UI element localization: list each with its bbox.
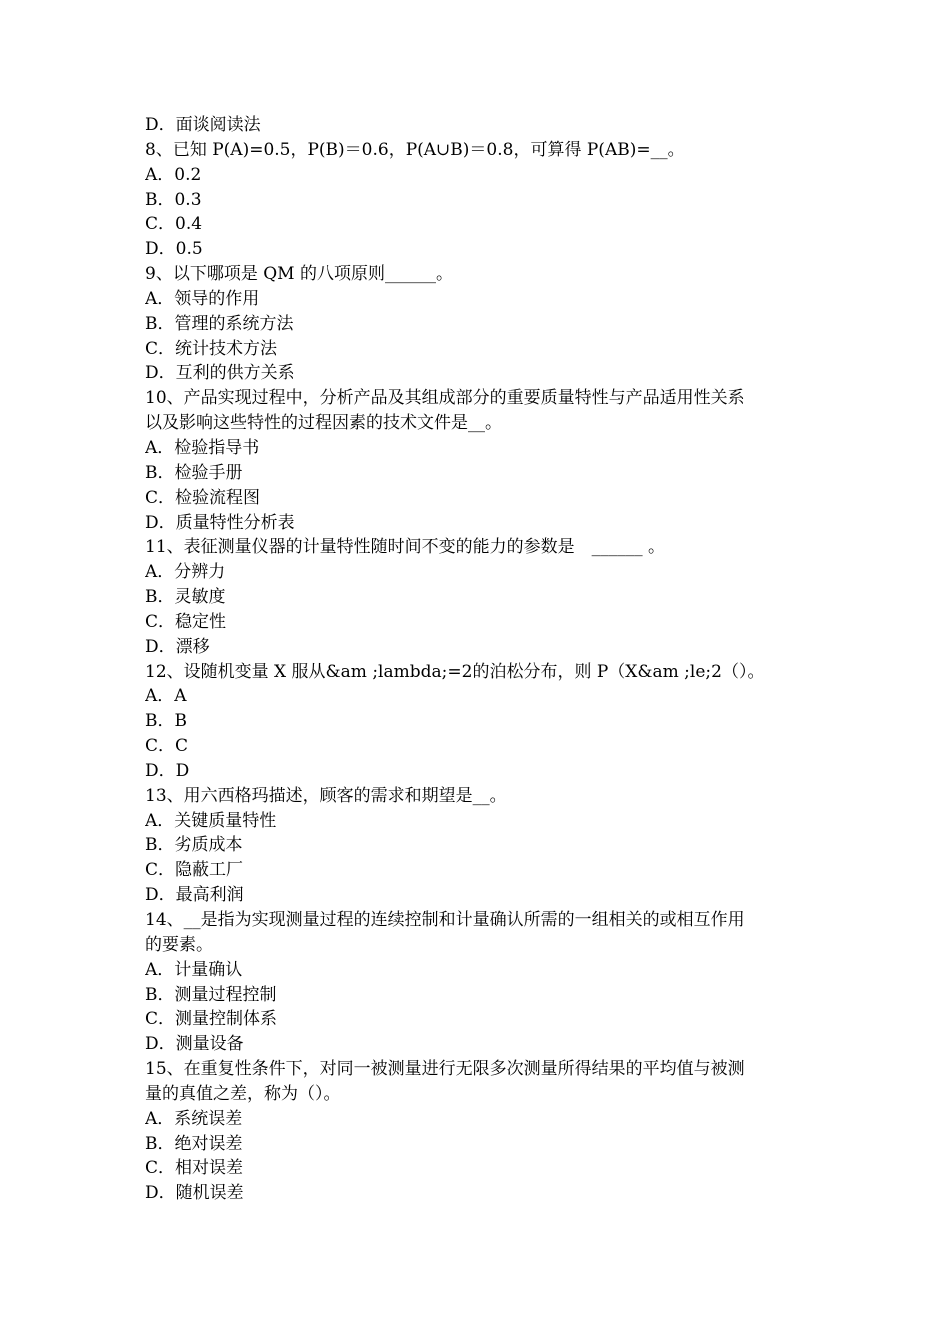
text-line: D．D (145, 760, 190, 781)
text-line: 的要素。 (145, 934, 213, 955)
text-line: 9、以下哪项是 QM 的八项原则______。 (145, 264, 453, 285)
text-line: B．管理的系统方法 (145, 313, 294, 334)
text-line: 10、产品实现过程中，分析产品及其组成部分的重要质量特性与产品适用性关系 (145, 388, 745, 409)
text-line: C．相对误差 (145, 1158, 244, 1179)
text-line: D．面谈阅读法 (145, 115, 261, 135)
text-line: 8、已知 P(A)=0.5，P(B)＝0.6，P(A∪B)＝0.8，可算得 P(AB)=__。 (145, 139, 685, 160)
text-line: D．漂移 (145, 636, 210, 657)
text-line: D．互利的供方关系 (145, 363, 295, 384)
text-line: C．检验流程图 (145, 487, 261, 508)
text-line: A．A (145, 686, 187, 707)
text-line: 14、__是指为实现测量过程的连续控制和计量确认所需的一组相关的或相互作用 (145, 910, 745, 930)
text-line: 量的真值之差，称为（）。 (145, 1083, 341, 1104)
text-line: D．随机误差 (145, 1183, 244, 1204)
text-line: 15、在重复性条件下，对同一被测量进行无限多次测量所得结果的平均值与被测 (145, 1059, 745, 1080)
text-line: 12、设随机变量 X 服从&am ;lambda;=2的泊松分布，则 P（X&am ;le;2（）。 (145, 661, 765, 682)
text-line: 11、表征测量仪器的计量特性随时间不变的能力的参数是 ______ 。 (145, 537, 666, 558)
text-line: C．0.4 (145, 214, 203, 235)
text-line: C．测量控制体系 (145, 1009, 278, 1030)
text-line: A．关键质量特性 (145, 810, 277, 831)
text-line: C．稳定性 (145, 611, 227, 632)
text-line: B．测量过程控制 (145, 984, 277, 1005)
text-line: D．质量特性分析表 (145, 512, 295, 533)
text-line: A．检验指导书 (145, 437, 260, 458)
text-line: B．灵敏度 (145, 587, 226, 608)
text-line: B．检验手册 (145, 462, 243, 483)
text-line: D．最高利润 (145, 885, 244, 906)
text-line: D．测量设备 (145, 1034, 244, 1055)
text-line: A．系统误差 (145, 1108, 243, 1129)
text-line: C．隐蔽工厂 (145, 860, 244, 881)
text-line: A．0.2 (145, 164, 202, 185)
text-line: A．分辨力 (145, 562, 226, 583)
text-line: C．C (145, 736, 189, 757)
text-line: B．0.3 (145, 189, 202, 210)
text-line: A．计量确认 (145, 959, 243, 980)
text-line: D．0.5 (145, 239, 203, 260)
text-line: B．劣质成本 (145, 835, 243, 856)
text-line: A．领导的作用 (145, 288, 260, 309)
document-body (145, 113, 810, 1206)
text-line: 13、用六西格玛描述，顾客的需求和期望是__。 (145, 785, 507, 806)
text-line: B．绝对误差 (145, 1133, 243, 1154)
text-line: 以及影响这些特性的过程因素的技术文件是__。 (145, 413, 502, 434)
text-line: C．统计技术方法 (145, 338, 278, 359)
text-line: B．B (145, 711, 187, 732)
